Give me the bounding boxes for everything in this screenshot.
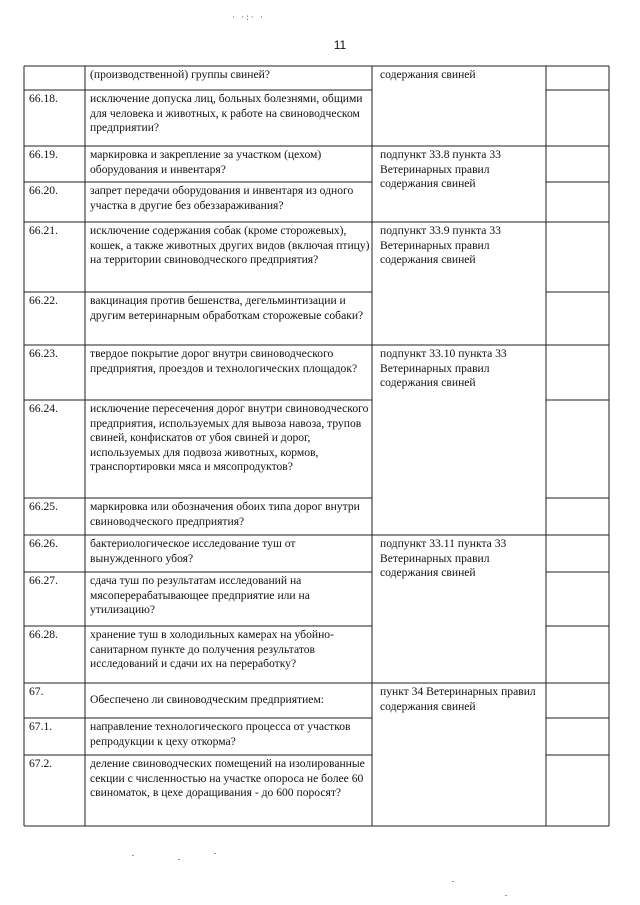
item-question: вакцинация против бешенства, дегельминтизации и другим ветеринарным обработкам сторожевые собаки? <box>90 294 364 322</box>
item-question: маркировка или обозначения обоих типа дорог внутри свиноводческого предприятия? <box>90 500 360 528</box>
scan-speck: · ·:· · <box>232 12 265 22</box>
item-number: 66.20. <box>29 184 58 197</box>
item-legal-reference: подпункт 33.9 пункта 33 Ветеринарных правил содержания свиней <box>380 224 501 267</box>
item-question: (производственной) группы свиней? <box>90 68 270 81</box>
item-number: 66.18. <box>29 92 58 105</box>
item-legal-reference: пункт 34 Ветеринарных правил содержания свиней <box>380 685 536 713</box>
item-question: исключение допуска лиц, больных болезнями, общими для человека и животных, к работе на свиноводческом предприятии? <box>90 92 363 135</box>
page-number: 11 <box>333 38 347 52</box>
item-question: запрет передачи оборудования и инвентаря из одного участка в другие без обеззараживания? <box>90 184 354 212</box>
item-number: 66.25. <box>29 500 58 513</box>
item-question: деление свиноводческих помещений на изолированные секции с численностью на участке опороса не более 60 свиноматок, в цехе доращивания - до 600 поросят? <box>90 757 365 800</box>
item-number: 66.27. <box>29 574 58 587</box>
item-number: 66.23. <box>29 347 58 360</box>
item-number: 67. <box>29 685 44 698</box>
item-question: направление технологического процесса от участков репродукции к цеху откорма? <box>90 720 351 748</box>
item-number: 66.19. <box>29 148 58 161</box>
item-number: 66.28. <box>29 628 58 641</box>
item-question: хранение туш в холодильных камерах на убойно-санитарном пункте до получения результатов исследований и сдачи их на переработку? <box>90 628 334 671</box>
item-question: сдача туш по результатам исследований на мясоперерабатывающее предприятие или на утилизацию? <box>90 574 310 617</box>
checklist-table <box>24 66 609 826</box>
item-question: твердое покрытие дорог внутри свиноводческого предприятия, проездов и технологических площадок? <box>90 347 358 375</box>
item-number: 66.21. <box>29 224 58 237</box>
item-question: маркировка и закрепление за участком (цехом) оборудования и инвентаря? <box>90 148 322 176</box>
item-number: 66.22. <box>29 294 58 307</box>
item-question: исключение содержания собак (кроме сторожевых), кошек, а также животных других видов (включая птицу) на территории свиноводческого предприятия? <box>90 224 370 267</box>
item-legal-reference: подпункт 33.8 пункта 33 Ветеринарных правил содержания свиней <box>380 148 501 191</box>
item-question: бактериологическое исследование туш от вынужденного убоя? <box>90 537 296 565</box>
item-question: Обеспечено ли свиноводческим предприятием: <box>90 693 324 706</box>
item-number: 67.1. <box>29 720 53 733</box>
item-legal-reference: подпункт 33.10 пункта 33 Ветеринарных правил содержания свиней <box>380 347 507 390</box>
item-question: исключение пересечения дорог внутри свиноводческого предприятия, используемых для вывоза навоза, трупов свиней, конфискатов от убоя свиней и дорог, используемых для подвоза животных, кормов, транспортировки мяса и мясопродуктов? <box>90 402 369 474</box>
scan-noise <box>0 835 640 905</box>
item-number: 67.2. <box>29 757 53 770</box>
item-number: 66.24. <box>29 402 58 415</box>
item-legal-reference: содержания свиней <box>380 68 476 81</box>
item-number: 66.26. <box>29 537 58 550</box>
item-legal-reference: подпункт 33.11 пункта 33 Ветеринарных правил содержания свиней <box>380 537 507 580</box>
